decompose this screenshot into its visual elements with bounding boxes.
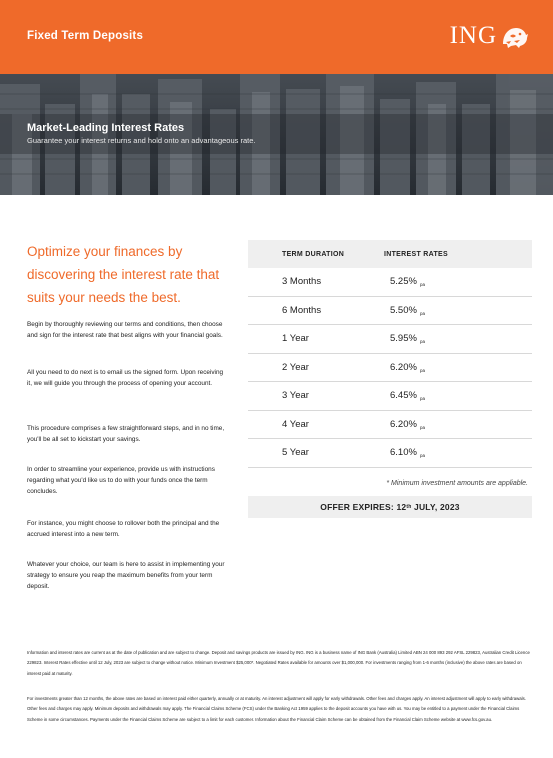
pa-label: pa: [419, 310, 425, 316]
lion-icon: [499, 22, 531, 50]
table-row: [248, 268, 532, 297]
page-title: Fixed Term Deposits: [27, 30, 144, 42]
rate-cell: [384, 333, 425, 344]
rates-table-header: [248, 240, 532, 268]
ing-logo: [450, 20, 531, 52]
hero-subtitle: Guarantee your interest returns and hold onto an advantageous rate.: [27, 136, 256, 145]
rate-cell: [384, 305, 425, 316]
rate-cell: [384, 447, 425, 458]
rate-value: 5.50%: [390, 304, 417, 316]
intro-paragraph: Begin by thoroughly reviewing our terms and conditions, then choose and sign for the interest rate that best aligns with your financial goals.: [27, 321, 223, 340]
footer-disclaimer: For investments greater than 12 months, the above rates are based on interest paid either quarterly, annually or at maturity. An interest adjustment will apply for early withdrawals. Other fees and charges apply. An interest adjustment will apply to early withdrawals. Other fees and charges may apply. Minimum deposits and withdrawals may apply. The Financial Claims Scheme (FCS) under the Banking Act 1959 applies to the deposit accounts you have with us. You may be entitled to a payment under the Financial Claims Scheme in some circumstances. Payments under the Financial Claims Scheme are subject to a limit for each customer. Information about the Financial Claim Scheme can be obtained from the Financial Claim Scheme website at www.fcs.gov.au.: [27, 696, 526, 722]
hero-title: Market-Leading Interest Rates: [27, 122, 185, 134]
pa-label: pa: [419, 367, 425, 373]
pa-label: pa: [419, 396, 425, 402]
intro-paragraph: Whatever your choice, our team is here to assist in implementing your strategy to ensure you reap the maximum benefits from your term deposit.: [27, 561, 225, 591]
intro-paragraph: In order to streamline your experience, provide us with instructions regarding what you'd like us to do with your funds once the term concludes.: [27, 466, 215, 496]
rate-value: 6.20%: [390, 418, 417, 430]
city-skyline-image: [0, 74, 553, 195]
term-cell: 3 Year: [282, 390, 309, 402]
rate-cell: [384, 362, 425, 373]
term-cell: 1 Year: [282, 333, 309, 345]
expiry-prefix: OFFER EXPIRES: 12: [320, 502, 407, 512]
pa-label: pa: [419, 453, 425, 459]
term-cell: 2 Year: [282, 361, 309, 373]
rate-value: 5.25%: [390, 276, 417, 288]
intro-paragraph: All you need to do next is to email us the signed form. Upon receiving it, we will guide you through the process of opening your account.: [27, 369, 224, 388]
rate-cell: [384, 419, 425, 430]
minimum-investment-note: * Minimum investment amounts are appliable.: [386, 480, 528, 487]
table-row: [248, 382, 532, 411]
table-row: [248, 354, 532, 383]
expiry-suffix: JULY, 2023: [411, 502, 460, 512]
intro-section: [27, 240, 227, 591]
table-row: [248, 297, 532, 326]
table-row: [248, 325, 532, 354]
rate-value: 6.20%: [390, 361, 417, 373]
rate-cell: [384, 390, 425, 401]
term-cell: 4 Year: [282, 418, 309, 430]
expiry-ordinal: th: [406, 504, 412, 510]
term-cell: 6 Months: [282, 304, 322, 316]
term-cell: 3 Months: [282, 276, 322, 288]
pa-label: pa: [419, 282, 425, 288]
intro-paragraph: For instance, you might choose to rollover both the principal and the accrued interest into a new term.: [27, 520, 220, 539]
pa-label: pa: [419, 424, 425, 430]
table-row: [248, 439, 532, 468]
intro-headline: Optimize your finances by discovering the interest rate that suits your needs the best.: [27, 244, 220, 305]
rates-table: [248, 240, 532, 468]
footer-disclaimer: Information and interest rates are current as at the date of publication and are subject to change. Deposit and savings products are issued by ING. ING is a business name of ING Bank (Australia) Limited ABN 24 000 893 292 AFSL 229823, Australian Credit Licence 229823. Interest Rates effective until 12 July, 2023 are subject to change without notice. Minimum Investment $25,000*. Negotiated Rates available for amounts over $1,000,000. For investments ranging from 1-6 months (inclusive) the above rates are based on interest paid at maturity.: [27, 650, 530, 676]
hero-banner: [0, 74, 553, 195]
rate-value: 6.10%: [390, 447, 417, 459]
rate-value: 6.45%: [390, 390, 417, 402]
pa-label: pa: [419, 339, 425, 345]
table-row: [248, 411, 532, 440]
term-cell: 5 Year: [282, 447, 309, 459]
header-interest-rates: INTEREST RATES: [384, 250, 448, 258]
rate-cell: [384, 276, 425, 287]
rate-value: 5.95%: [390, 333, 417, 345]
header-term-duration: TERM DURATION: [282, 250, 345, 258]
intro-paragraph: This procedure comprises a few straightforward steps, and in no time, you'll be all set to kickstart your savings.: [27, 425, 225, 444]
header-bar: [0, 0, 553, 74]
offer-expiry-banner: [248, 496, 532, 518]
logo-text: ING: [449, 22, 497, 49]
